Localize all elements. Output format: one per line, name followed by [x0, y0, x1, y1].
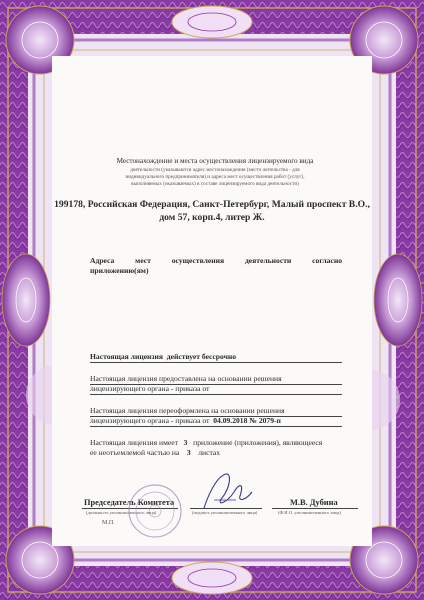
reissued-basis: Настоящая лицензия переоформлена на основании решения лицензирующего органа - приказа от 04.09.2018 № 2079-п [90, 406, 285, 425]
reissue-order: 04.09.2018 № 2079-п [213, 416, 281, 425]
signatory-name: М.В. Дубина [290, 498, 338, 507]
official-seal [126, 482, 184, 540]
license-address: 199178, Российская Федерация, Санкт-Петербург, Малый проспект В.О., дом 57, корп.4, литер Ж. [54, 199, 370, 223]
seal-label: М.П. [102, 520, 115, 526]
appendix-count: 3 [183, 438, 188, 447]
position-caption: (должность уполномоченного лица) [86, 510, 157, 515]
signatory-position: Председатель Комитета [84, 498, 175, 507]
location-heading: Местонахождение и места осуществления лицензируемого вида [116, 157, 314, 165]
name-caption: (Ф.И.О. уполномоченного лица) [278, 510, 341, 515]
validity-line: Настоящая лицензия действует бессрочно [90, 352, 237, 361]
granted-basis: Настоящая лицензия предоставлена на основании решения лицензирующего органа - приказа от [90, 374, 282, 393]
location-heading-caption: деятельности (указываются адрес местонахождения (место жительства - для индивидуального предпринимателя) и адреса мест осуществления работ (услуг), выполняемых (оказываемых) в составе лицензируемого вида деятельности) [125, 167, 305, 187]
handwritten-signature [196, 470, 256, 512]
appendix-info: Настоящая лицензия имеет 3 приложение (приложения), являющееся ее неотъемлемой частью на 3 листах [90, 438, 323, 457]
side-ornament-icon [374, 254, 422, 346]
signature-caption: (подпись уполномоченного лица) [192, 510, 258, 515]
addresses-note: Адреса мест осуществления деятельности согласно [90, 256, 342, 265]
addresses-note-appendix: приложению(ям) [90, 266, 149, 275]
side-ornament-icon [2, 254, 50, 346]
appendix-sheets: 3 [186, 448, 191, 457]
